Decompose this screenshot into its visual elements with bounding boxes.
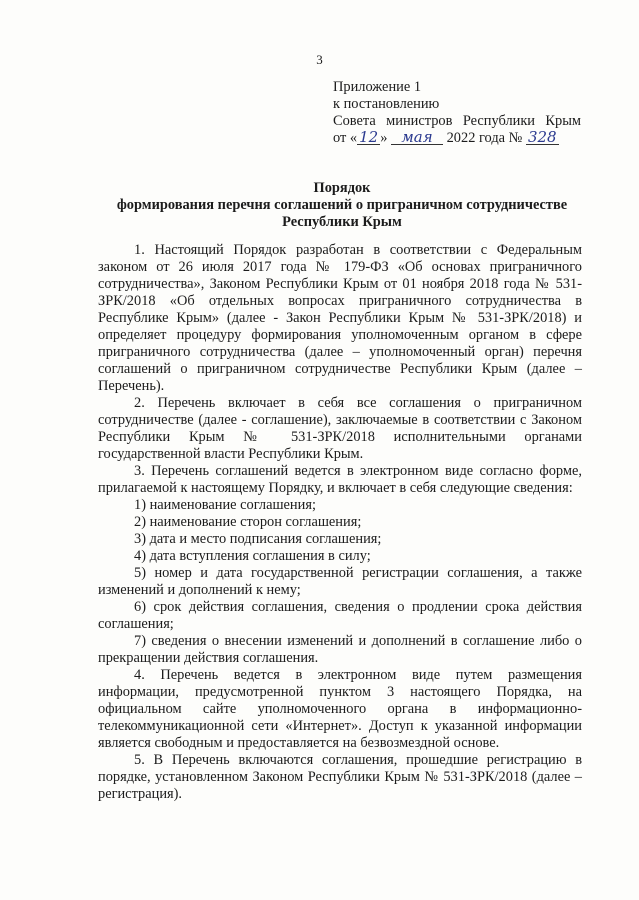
list-item: 5) номер и дата государственной регистрации соглашения, а также изменений и дополнений к нему;: [98, 565, 582, 598]
document-title: [92, 180, 592, 231]
appendix-line-2: к постановлению: [333, 96, 440, 112]
paragraph-4: 4. Перечень ведется в электронном виде путем размещения информации, предусмотренной пунктом 3 настоящего Порядка, на официальном сайте уполномоченного органа в информационно-телекоммуникационной сети «Интернет». Доступ к указанной информации является свободным и предоставляется на безвозмездной основе.: [98, 667, 582, 751]
list-item: 4) дата вступления соглашения в силу;: [134, 548, 371, 564]
handwritten-day: 12: [359, 128, 379, 146]
title-line-1: Порядок: [313, 180, 371, 196]
date-prefix: от «: [333, 130, 358, 146]
paragraph-5: 5. В Перечень включаются соглашения, прошедшие регистрацию в порядке, установленном Законом Республики Крым № 531-ЗРК/2018 (далее – регистрация).: [98, 752, 582, 802]
paragraph-1: 1. Настоящий Порядок разработан в соответствии с Федеральным законом от 26 июля 2017 года № 179-ФЗ «Об основах приграничного сотрудничества», Законом Республики Крым от 01 ноября 2018 года № 531-ЗРК/2018 «Об отдельных вопросах приграничного сотрудничества в Республике Крым» (далее - Закон Республики Крым № 531-ЗРК/2018) и определяет процедуру формирования уполномоченным органом в сфере приграничного сотрудничества (далее – уполномоченный орган) перечня соглашений о приграничном сотрудничестве Республики Крым (далее – Перечень).: [98, 242, 582, 394]
handwritten-month: мая: [391, 130, 443, 145]
paragraph-3: 3. Перечень соглашений ведется в электронном виде согласно форме, прилагаемой к настоящему Порядку, и включает в себя следующие сведения:: [98, 463, 582, 496]
document-body: [98, 242, 582, 803]
appendix-line-3: Совета министров Республики Крым: [333, 113, 581, 129]
handwritten-number: 328: [527, 128, 557, 146]
title-line-2: формирования перечня соглашений о приграничном сотрудничестве: [116, 197, 568, 213]
paragraph-2: 2. Перечень включает в себя все соглашения о приграничном сотрудничестве (далее - соглашение), заключаемые в соответствии с Законом Республики Крым № 531-ЗРК/2018 исполнительными органами государственной власти Республики Крым.: [98, 395, 582, 462]
list-item: 1) наименование соглашения;: [134, 497, 316, 513]
page-number: 3: [316, 52, 323, 67]
list-item: 7) сведения о внесении изменений и дополнений в соглашение либо о прекращении действия соглашения.: [98, 633, 582, 666]
date-mid: »: [380, 130, 388, 146]
list-item: 6) срок действия соглашения, сведения о продлении срока действия соглашения;: [98, 599, 582, 632]
title-line-3: Республики Крым: [282, 214, 402, 230]
appendix-line-4: [333, 130, 581, 147]
appendix-line-1: Приложение 1: [333, 79, 422, 95]
list-item: 2) наименование сторон соглашения;: [134, 514, 362, 530]
date-year: 2022 года №: [446, 130, 523, 146]
list-item: 3) дата и место подписания соглашения;: [134, 531, 382, 547]
appendix-block: [333, 79, 581, 147]
